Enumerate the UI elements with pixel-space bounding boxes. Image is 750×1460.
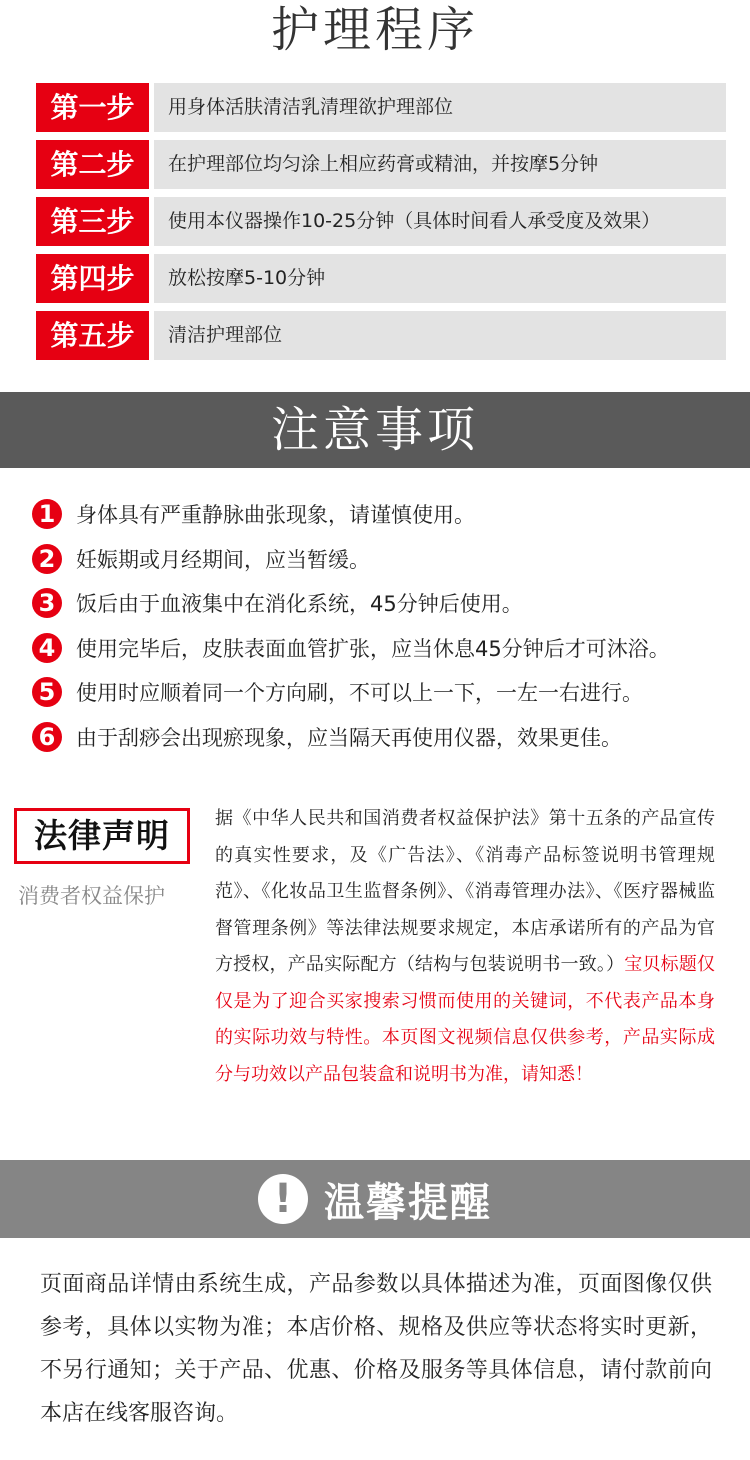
exclamation-icon: !	[258, 1174, 308, 1224]
note-number-badge: 1	[32, 499, 62, 529]
procedure-steps	[36, 83, 726, 368]
note-number-badge: 6	[32, 722, 62, 752]
step-label: 第三步	[36, 197, 149, 246]
legal-text-normal: 据《中华人民共和国消费者权益保护法》第十五条的产品宣传的真实性要求，及《广告法》、《消毒产品标签说明书管理规范》、《化妆品卫生监督条例》、《消毒管理办法》、《医疗器械监督管理条例》等法律法规要求规定，本店承诺所有的产品为官方授权，产品实际配方（结构与包装说明书一致。）	[215, 808, 715, 975]
step-label: 第四步	[36, 254, 149, 303]
step-row	[36, 311, 726, 360]
procedure-title: 护理程序	[270, 2, 479, 58]
reminder-text: 页面商品详情由系统生成，产品参数以具体描述为准，页面图像仅供参考，具体以实物为准；本店价格、规格及供应等状态将实时更新，不另行通知；关于产品、优惠、价格及服务等具体信息，请付款前向本店在线客服咨询。	[40, 1272, 712, 1426]
reminder-banner-content	[0, 1160, 750, 1238]
note-text: 妊娠期或月经期间，应当暂缓。	[76, 547, 370, 572]
note-item	[32, 537, 732, 582]
step-text: 在护理部位均匀涂上相应药膏或精油，并按摩5分钟	[154, 140, 726, 189]
note-item	[32, 492, 732, 537]
step-text: 用身体活肤清洁乳清理欲护理部位	[154, 83, 726, 132]
notes-list	[32, 492, 732, 759]
note-text: 使用完毕后，皮肤表面血管扩张，应当休息45分钟后才可沐浴。	[76, 636, 670, 661]
reminder-banner	[0, 1160, 750, 1238]
step-text: 清洁护理部位	[154, 311, 726, 360]
step-row	[36, 254, 726, 303]
step-label: 第二步	[36, 140, 149, 189]
step-text: 放松按摩5-10分钟	[154, 254, 726, 303]
reminder-title: 温馨提醒	[324, 1179, 492, 1226]
note-number-badge: 3	[32, 588, 62, 618]
note-text: 使用时应顺着同一个方向刷，不可以上一下，一左一右进行。	[76, 681, 643, 706]
notes-banner: 注意事项	[0, 392, 750, 468]
note-number-badge: 2	[32, 544, 62, 574]
legal-subtitle: 消费者权益保护	[18, 884, 165, 908]
note-text: 饭后由于血液集中在消化系统，45分钟后使用。	[76, 592, 523, 617]
note-item	[32, 715, 732, 760]
step-row	[36, 83, 726, 132]
note-number-badge: 5	[32, 677, 62, 707]
note-item	[32, 581, 732, 626]
note-number-badge: 4	[32, 633, 62, 663]
step-text: 使用本仪器操作10-25分钟（具体时间看人承受度及效果）	[154, 197, 726, 246]
step-row	[36, 197, 726, 246]
step-label: 第一步	[36, 83, 149, 132]
legal-text-highlight: 宝贝标题仅仅是为了迎合买家搜索习惯而使用的关键词，不代表产品本身的实际功效与特性。本页图文视频信息仅供参考，产品实际成分与功效以产品包装盒和说明书为准，请知悉！	[215, 954, 716, 1085]
legal-statement	[215, 801, 715, 1093]
note-text: 由于刮痧会出现瘀现象，应当隔天再使用仪器，效果更佳。	[76, 725, 622, 750]
note-item	[32, 626, 732, 671]
step-row	[36, 140, 726, 189]
step-label: 第五步	[36, 311, 149, 360]
note-text: 身体具有严重静脉曲张现象，请谨慎使用。	[76, 503, 475, 528]
legal-title: 法律声明	[14, 808, 190, 864]
note-item	[32, 670, 732, 715]
